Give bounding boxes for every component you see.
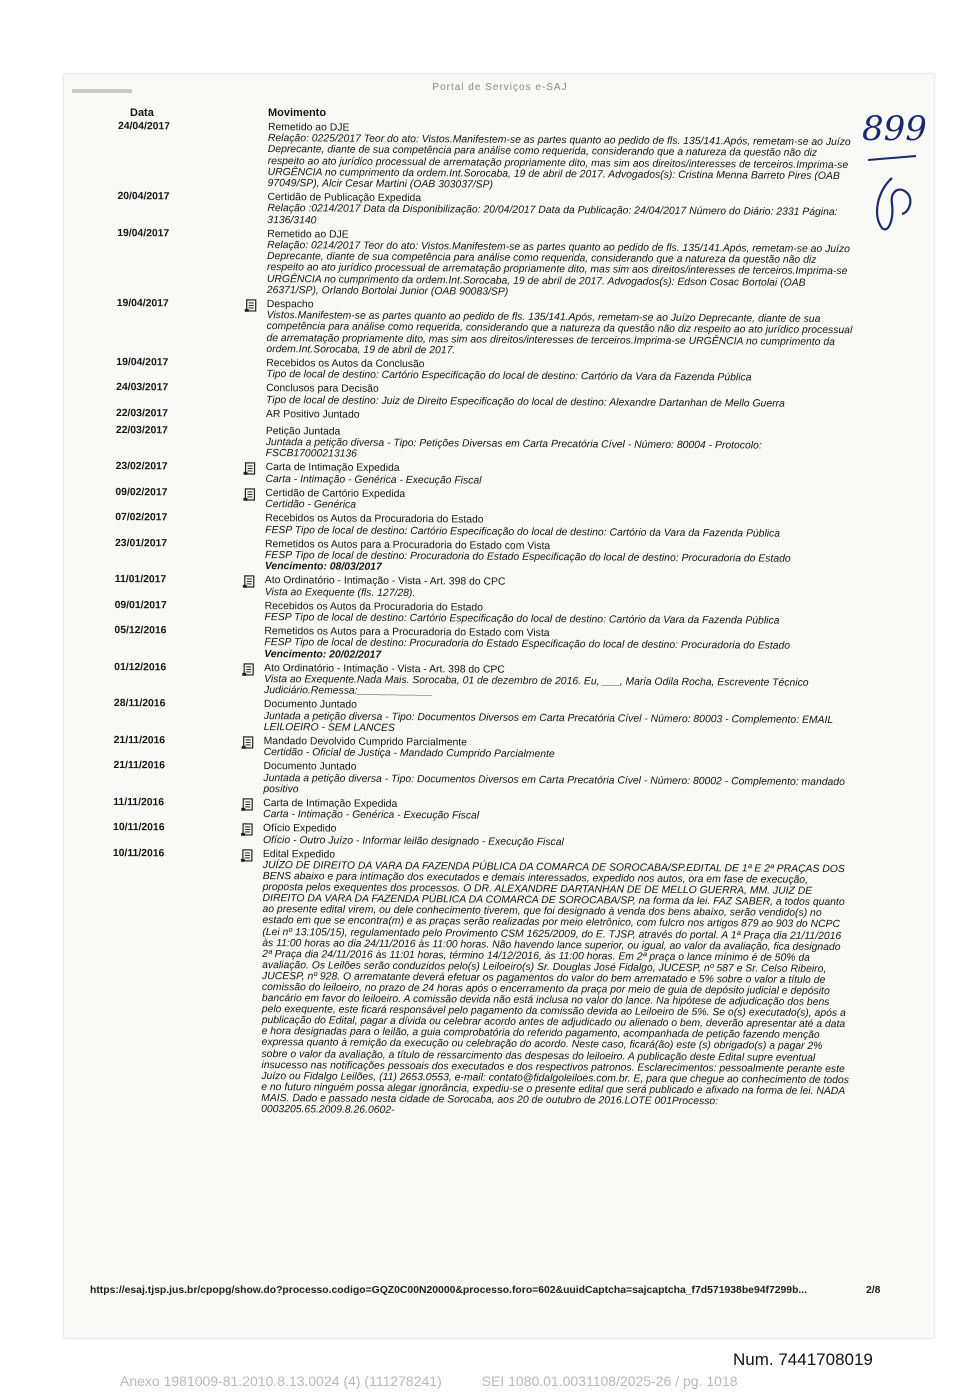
- movement-content: [267, 229, 855, 300]
- movement-content: [266, 358, 854, 385]
- movement-detail: Tipo de local de destino: Cartório Especificação do local de destino: Cartório da Vara da Fazenda Pública: [266, 369, 752, 384]
- movement-content: [263, 798, 851, 825]
- movement-title[interactable]: Carta de Intimação Expedida: [265, 462, 400, 475]
- movement-detail: Tipo de local de destino: Juiz de Direito Especificação do local de destino: Alexandre Dartanhan de Mello Guerra: [266, 394, 785, 410]
- movement-content: [268, 122, 856, 193]
- movement-date: 20/04/2017: [117, 191, 170, 203]
- handwritten-page-number: [858, 100, 938, 250]
- sei-footer: [120, 1373, 920, 1389]
- movement-date: 19/04/2017: [116, 357, 169, 369]
- movement-date: 19/04/2017: [117, 227, 170, 240]
- movement-content: [261, 849, 851, 1119]
- movement-date: 09/02/2017: [115, 486, 168, 499]
- movement-list: [111, 121, 856, 1122]
- table-row: [115, 487, 853, 515]
- table-row: [113, 797, 851, 825]
- print-footer: [90, 1285, 890, 1296]
- movement-date: 22/03/2017: [115, 424, 168, 437]
- table-row: [114, 662, 852, 701]
- document-icon[interactable]: [241, 823, 254, 836]
- table-row: [116, 357, 854, 385]
- movement-detail: Relação :0214/2017 Data da Disponibilização: 20/04/2017 Data da Publicação: 24/04/2017 Número do Diário: 2331 Página: 3136/3140: [267, 203, 838, 227]
- movement-content: [264, 601, 852, 628]
- movement-detail: Juntada a petição diversa - Tipo: Documentos Diversos em Carta Precatória Cível - Número: 80002 - Complemento: mandado positivo: [263, 772, 845, 796]
- table-row: [116, 425, 854, 464]
- movement-date: 10/11/2016: [112, 847, 165, 860]
- table-row: [115, 538, 853, 577]
- movement-title: Documento Juntado: [263, 699, 357, 712]
- table-row: [114, 735, 852, 763]
- table-row: [111, 848, 851, 1120]
- movement-title: Recebidos os Autos da Procuradoria do Estado: [264, 600, 483, 614]
- due-date: Vencimento: 20/02/2017: [264, 648, 382, 661]
- movement-content: [264, 626, 852, 664]
- document-number: Num. 7441708019: [733, 1350, 873, 1369]
- movement-detail: Vistos.Manifestem-se as partes quanto ao pedido de fls. 135/141.Após, remetam-se ao Juízo Deprecante, diante de sua competência para análise como requerida, considerando que a natureza da questão não diz respeito ao ato jurídico processual de arrematação propriamente dito, mas sim aos direitos/interesses de terceiros.Imprima-se URGÊNCIA no cumprimento da ordem.Int.Sorocaba, 19 de abril de 2017.: [266, 310, 853, 357]
- table-row: [116, 382, 854, 410]
- movement-title: Remetidos os Autos para a Procuradoria do Estado com Vista: [265, 538, 551, 552]
- document-icon[interactable]: [242, 663, 255, 676]
- movement-date: 24/03/2017: [116, 382, 169, 394]
- movement-detail: Carta - Intimação - Genérica - Execução Fiscal: [263, 809, 480, 822]
- movement-title[interactable]: Carta de Intimação Expedida: [263, 797, 398, 810]
- movement-title[interactable]: Ato Ordinatório - Intimação - Vista - Art. 398 do CPC: [264, 575, 506, 589]
- movement-title[interactable]: Despacho: [266, 299, 314, 311]
- movement-title: Documento Juntado: [263, 761, 357, 774]
- table-row: [115, 461, 853, 489]
- movement-content: [265, 539, 853, 577]
- movement-date: 22/03/2017: [115, 407, 169, 420]
- movement-detail: FESP Tipo de local de destino: Procuradoria do Estado Especificação do local de destino: Procuradoria do Estado: [264, 549, 791, 565]
- movement-detail: Vista ao Exequente (fls. 127/28).: [264, 586, 416, 599]
- movement-title[interactable]: Ofício Expedido: [263, 823, 337, 835]
- movement-title[interactable]: Certidão de Cartório Expedida: [265, 487, 406, 500]
- movement-date: 21/11/2016: [113, 760, 165, 772]
- document-icon[interactable]: [243, 575, 256, 588]
- movement-content: [264, 736, 852, 763]
- movement-title: AR Positivo Juntado: [265, 408, 360, 421]
- movement-date: 24/04/2017: [117, 121, 171, 133]
- due-date: Vencimento: 08/03/2017: [264, 561, 382, 573]
- table-row: [114, 698, 852, 737]
- movement-date: 11/01/2017: [114, 574, 167, 586]
- table-row: [118, 121, 856, 193]
- movement-content: [266, 384, 854, 411]
- movement-content: [263, 761, 851, 799]
- movement-date: 21/11/2016: [113, 734, 166, 747]
- anexo-reference: Anexo 1981009-81.2010.8.13.0024 (4) (111278241): [120, 1373, 442, 1389]
- movement-content: [264, 699, 852, 737]
- movement-detail: FESP Tipo de local de destino: Cartório Especificação do local de destino: Cartório da Vara da Fazenda Pública: [265, 524, 781, 540]
- movement-content: [265, 463, 853, 490]
- page-counter: 2/8: [866, 1285, 881, 1296]
- movement-content: [266, 409, 854, 424]
- movement-content: [265, 575, 853, 602]
- movement-detail: Certidão - Oficial de Justiça - Mandado Cumprido Parcialmente: [263, 747, 555, 761]
- movement-title: Remetido ao DJE: [267, 122, 350, 134]
- movement-content: [263, 823, 851, 850]
- movement-detail: Ofício - Outro Juízo - Informar leilão designado - Execução Fiscal: [262, 834, 564, 848]
- movement-date: 23/02/2017: [115, 461, 168, 473]
- table-row: [115, 512, 853, 540]
- movement-detail: Juntada a petição diversa - Tipo: Petições Diversas em Carta Precatória Cível - Número: 80004 - Protocolo: FSCB17000213136: [265, 437, 762, 460]
- table-row: [115, 574, 853, 602]
- table-row: [114, 625, 852, 664]
- movement-date: 19/04/2017: [116, 298, 169, 310]
- movement-title: Remetido ao DJE: [267, 228, 349, 241]
- sei-reference: SEI 1080.01.0031108/2025-26 / pg. 1018: [481, 1373, 738, 1389]
- date-column-header: Data: [130, 107, 154, 119]
- table-row: [117, 191, 855, 230]
- document-icon[interactable]: [244, 462, 257, 475]
- movement-column-header: Movimento: [268, 107, 327, 119]
- movement-date: 10/11/2016: [113, 822, 165, 834]
- movement-date: 23/01/2017: [115, 537, 168, 550]
- movement-detail: FESP Tipo de local de destino: Procuradoria do Estado Especificação do local de destino: Procuradoria do Estado: [264, 637, 791, 653]
- movement-detail: Certidão - Genérica: [265, 499, 357, 511]
- movement-title[interactable]: Ato Ordinatório - Intimação - Vista - Art. 398 do CPC: [264, 662, 505, 676]
- document-icon[interactable]: [245, 299, 258, 312]
- movement-title[interactable]: Mandado Devolvido Cumprido Parcialmente: [263, 735, 468, 749]
- movement-date: 01/12/2016: [114, 661, 167, 674]
- movement-content: [266, 299, 854, 359]
- movement-date: 07/02/2017: [115, 512, 168, 524]
- movement-date: 28/11/2016: [113, 698, 166, 710]
- movement-content: [265, 513, 853, 540]
- movement-content: [266, 426, 854, 464]
- movement-date: 05/12/2016: [114, 625, 167, 637]
- movement-title: Petição Juntada: [265, 425, 341, 438]
- table-row: [117, 228, 855, 300]
- movement-title: Certidão de Publicação Expedida: [267, 192, 422, 205]
- table-row: [113, 760, 851, 799]
- movement-content: [267, 192, 855, 230]
- movement-date: 11/11/2016: [113, 796, 165, 809]
- handwritten-number: 899: [862, 109, 927, 149]
- movement-title: Conclusos para Decisão: [266, 383, 379, 396]
- movement-detail: FESP Tipo de local de destino: Cartório Especificação do local de destino: Cartório da Vara da Fazenda Pública: [264, 611, 780, 627]
- document-icon[interactable]: [242, 736, 255, 749]
- movement-title: Recebidos os Autos da Procuradoria do Estado: [265, 513, 484, 526]
- document-icon[interactable]: [243, 488, 256, 501]
- table-row: [115, 600, 853, 628]
- movement-detail: JUÍZO DE DIREITO DA VARA DA FAZENDA PÚBLICA DA COMARCA DE SOROCABA/SP.EDITAL DE 1ª E 2ª PRAÇAS DOS BENS abaixo e para intimação dos executados e demais interessados, expedido nos autos, ora em fase de execução, proposta pelos exequentes dos processos. O DR. ALEXANDRE DARTANHAN DE DE MELLO GUERRA, MM. JUIZ DE DIREITO DA VARA DA FAZENDA PÚBLICA DA COMARCA DE SOROCABA/SP, na forma da lei. FAZ SABER, a todos quanto ao presente edital virem, ou dele conhecimento tiverem, que foi designado à venda dos bens abaixo, serão vendido(s) no estado em que se encontra(m) e as praças serão realizadas por meio eletrônico, com fulcro nos artigos 879 ao 903 do NCPC (Lei nº 13.105/15), regulamentado pelo Provimento CSM 1625/2009, do E. TJSP, através do portal. A 1ª Praça dia 21/11/2016 às 11:00 horas ao dia 24/11/2016 às 11:00 horas. Não havendo lance superior, ou igual, ao valor da avaliação, fica designado 2ª Praça dia 24/11/2016 às 11:01 horas, término 14/12/2016, às 11:00 horas. Em 2ª praça o lance mínimo é de 50% da avaliação. Os Leilões serão conduzidos pelo(s) Leiloeiro(s) Sr. Douglas José Fidalgo, JUCESP, nº 587 e Sr. Celso Ribeiro, JUCESP, nº 928. O arrematante deverá efetuar os pagamentos do valor do bem arrematado e 5% sobre o valor a título de comissão do leiloeiro, no prazo de 24 horas após o encerramento da praça por meio de guia de depósito judicial e depósito bancário em favor do leiloeiro. A comissão devida não está inclusa no valor do lance. Na hipótese de adjudicação dos bens pelo exequente, este ficará responsável pelo pagamento da comissão devida ao Leiloeiro de 5%. Se o(s) executado(s), após a publicação do Edital, pagar a dívida ou celebrar acordo antes de adjudicado ou alienado o bem, deverão apresentar até a data e hora designadas para o leilão, a guia comprobatória do referido pagamento, acompanhada de petição fazendo menção expressa quanto à remição da execução ou celebração do acordo. Neste caso, ficará(ão) este (s) obrigado(s) a pagar 2% sobre o valor da avaliação, a título de ressarcimento das despesas do leiloeiro. A publicação deste Edital supre eventual insucesso nas notificações pessoais dos executados e dos respectivos patronos. Esclarecimentos: pessoalmente perante este Juízo ou Fidalgo Leilões, (11) 2653.0553, e-mail: contato@fidalgoleiloes.com.br. E, para que chegue ao conhecimento de todos e no futuro ninguém possa alegar ignorância, expediu-se o presente edital que será publicado e afixado na forma de lei. NADA MAIS. Dado e passado nesta cidade de Sorocaba, aos 20 de outubro de 2016.LOTE 001Processo: 0003205.65.2009.8.26.0602-: [261, 860, 849, 1117]
- movement-title: Remetidos os Autos para a Procuradoria do Estado com Vista: [264, 626, 550, 640]
- movement-date: 09/01/2017: [114, 599, 167, 612]
- movement-detail: Relação: 0225/2017 Teor do ato: Vistos.Manifestem-se as partes quanto ao pedido de fls. 135/141.Após, remetam-se ao Juízo Deprecante, diante de sua competência para análise como requerida, considerando que a natureza da questão não diz respeito ao ato jurídico processual de arrematação propriamente dito, mas sim aos direitos/interesses de terceiros.Imprima-se URGÊNCIA no cumprimento da ordem.Int.Sorocaba, 19 de abril de 2017. Advogados(s): Cristina Menna Barreto Pires (OAB 97049/SP), Alcir Cesar Martini (OAB 303037/SP): [267, 133, 851, 191]
- movement-detail: Carta - Intimação - Genérica - Execução Fiscal: [265, 473, 482, 487]
- document-icon[interactable]: [241, 849, 254, 862]
- table-row: [113, 822, 851, 850]
- movement-content: [265, 488, 853, 515]
- table-row: [116, 408, 854, 427]
- table-row: [116, 298, 854, 359]
- movement-detail: Vista ao Exequente.Nada Mais. Sorocaba, 01 de dezembro de 2016. Eu, ___, Maria Odila Rocha, Escrevente Técnico Judiciário.Remessa:_____________: [263, 673, 809, 698]
- movement-title: Recebidos os Autos da Conclusão: [266, 358, 425, 371]
- page-url[interactable]: https://esaj.tjsp.jus.br/cpopg/show.do?processo.codigo=GQZ0C00N20000&processo.foro=602&uuidCaptcha=sajcaptcha_f7d571938be94f7299b...: [90, 1285, 808, 1296]
- movement-title[interactable]: Edital Expedido: [262, 848, 336, 861]
- movement-content: [264, 663, 852, 701]
- page-top-title: Portal de Serviços e-SAJ: [432, 82, 568, 93]
- document-icon[interactable]: [241, 798, 254, 811]
- movement-detail: Juntada a petição diversa - Tipo: Documentos Diversos em Carta Precatória Cível - Número: 80003 - Complemento: EMAIL LEILOEIRO - SEM LANCES: [263, 710, 834, 734]
- movement-detail: Relação: 0214/2017 Teor do ato: Vistos.Manifestem-se as partes quanto ao pedido de fls. 135/141.Após, remetam-se ao Juízo Deprecante, diante de sua competência para análise como requerida, considerando que a natureza da questão não diz respeito ao ato jurídico processual de arrematação propriamente dito, mas sim aos direitos/interesses de terceiros.Imprima-se URGÊNCIA no cumprimento da ordem.Int.Sorocaba, 19 de abril de 2017. Advogados(s): Edson Cosac Bortolai (OAB 26371/SP), Orlando Bortolai Junior (OAB 90083/SP): [266, 240, 850, 298]
